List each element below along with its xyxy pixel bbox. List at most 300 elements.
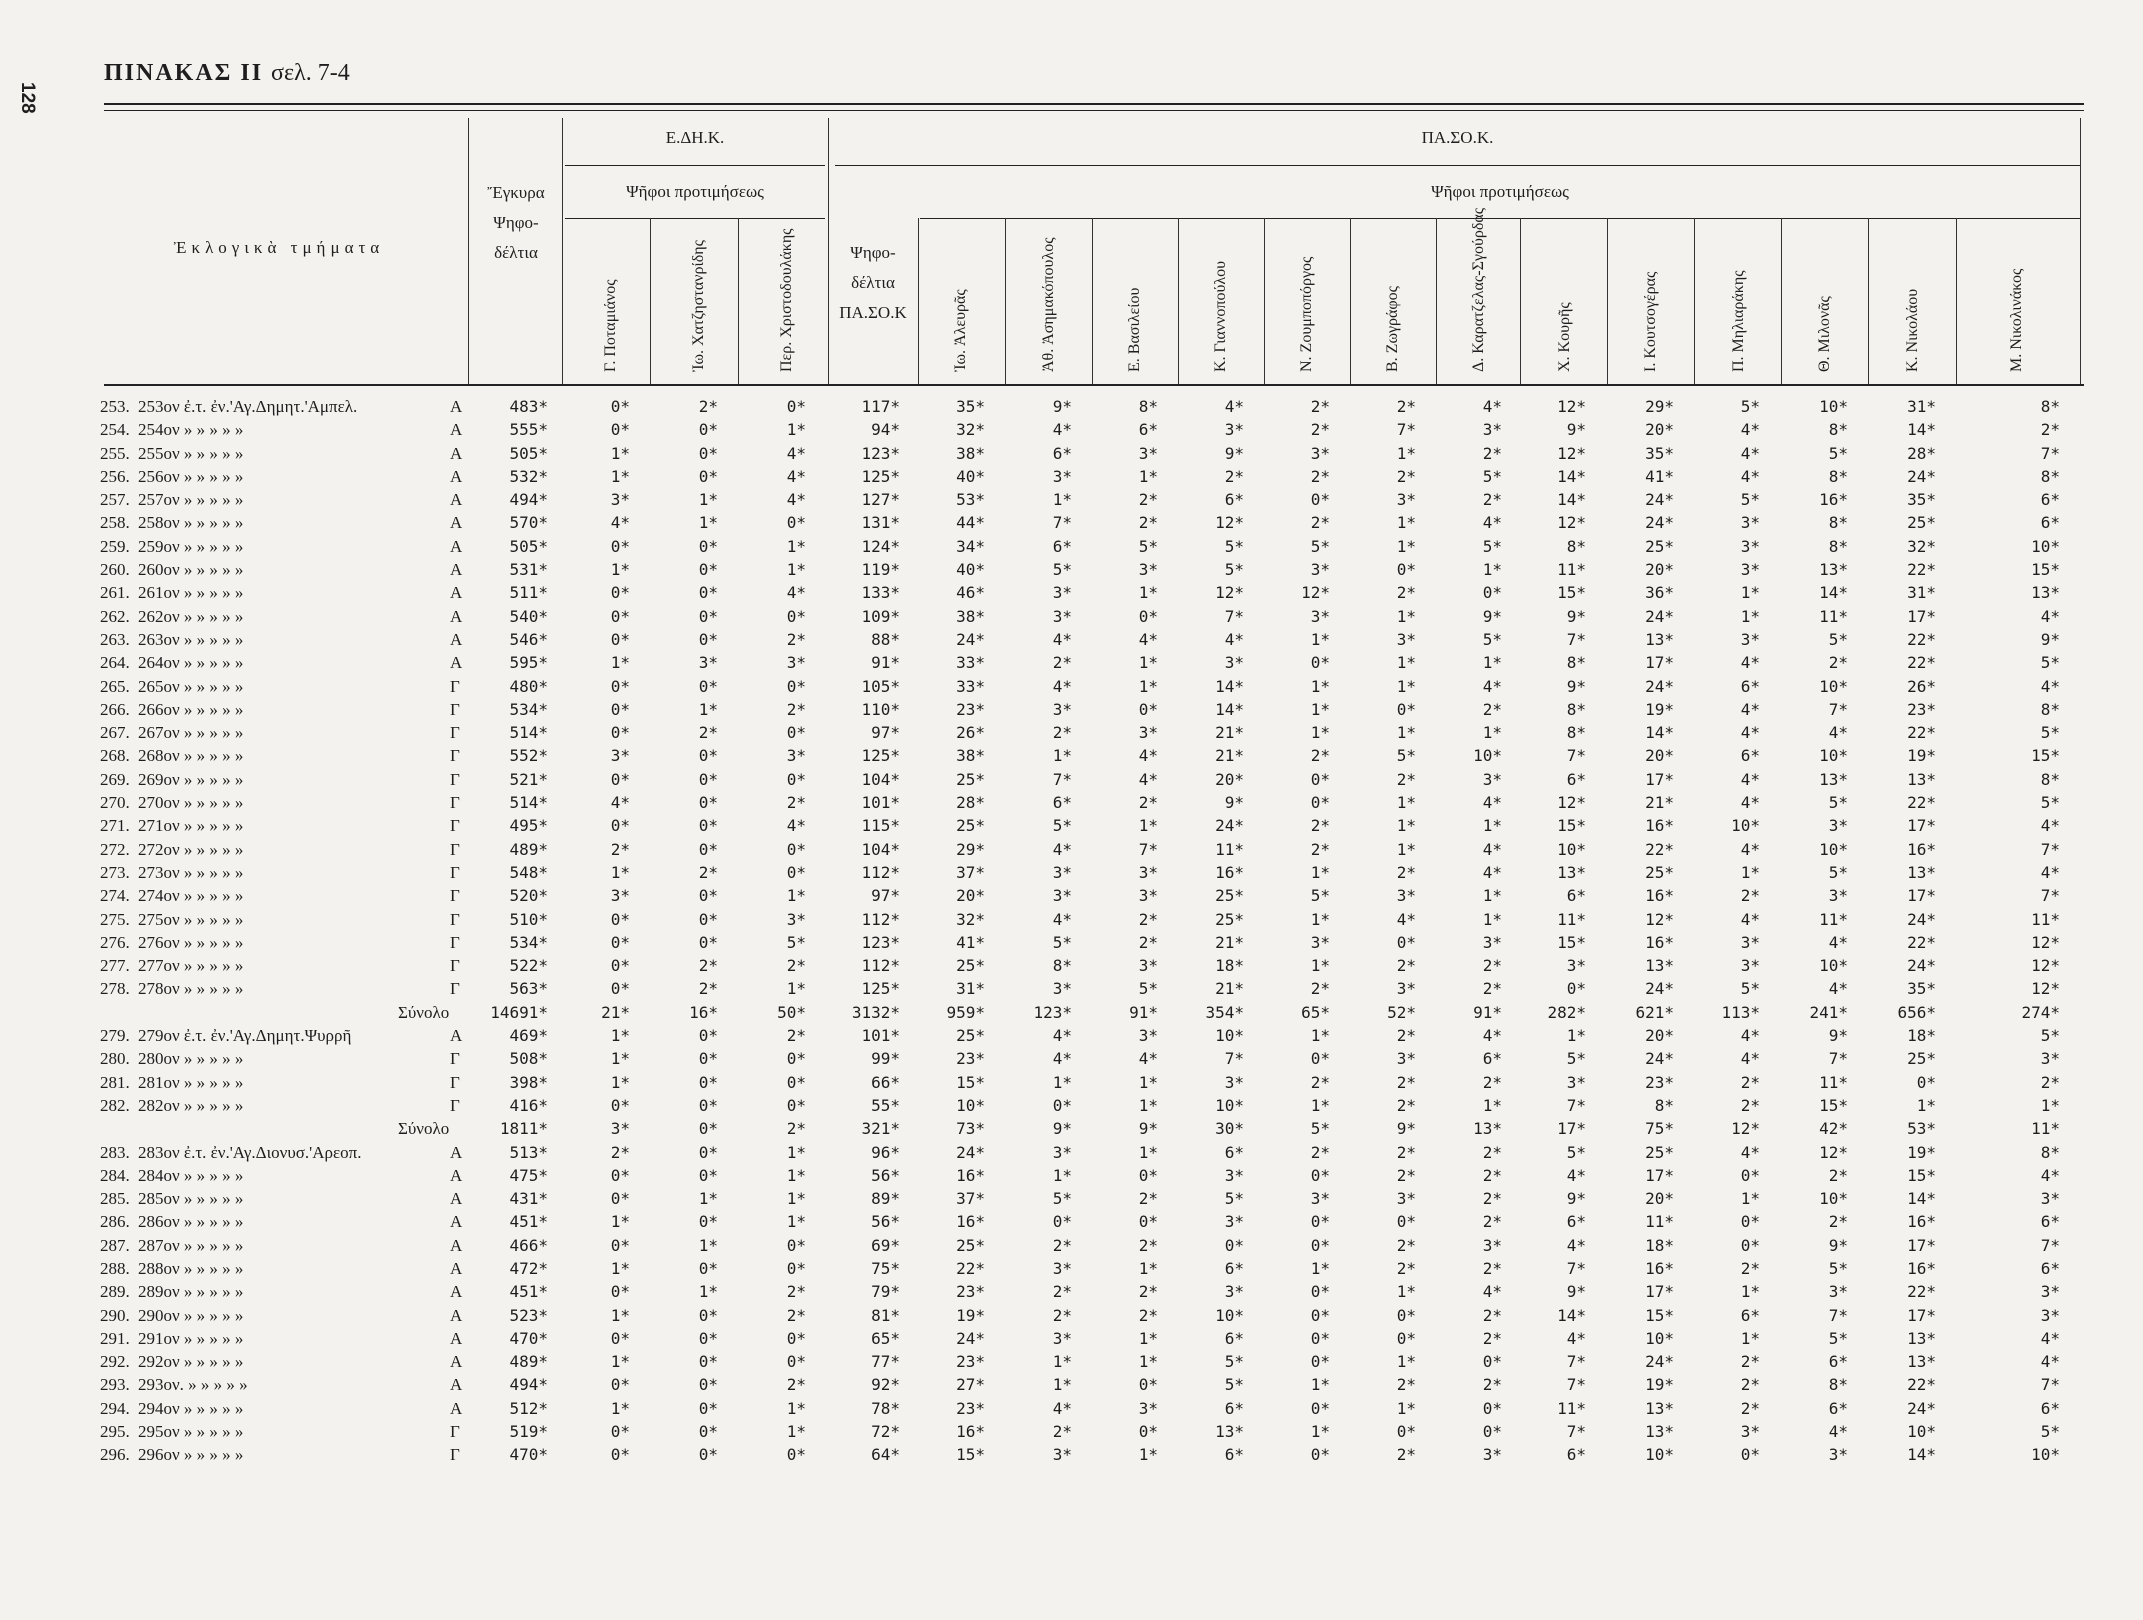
vote-cell: 4* bbox=[1396, 909, 1416, 929]
valid-ballots-cell: 469* bbox=[509, 1026, 548, 1046]
vote-cell: 1* bbox=[1138, 1142, 1158, 1162]
table-row bbox=[0, 1375, 2143, 1398]
vote-cell: 24* bbox=[1907, 909, 1936, 929]
valid-ballots-cell: 548* bbox=[509, 862, 548, 882]
vote-cell: 10* bbox=[1215, 1026, 1244, 1046]
vote-cell: 1* bbox=[610, 862, 630, 882]
vote-cell: 0* bbox=[698, 1445, 718, 1465]
vote-cell: 9* bbox=[1396, 1119, 1416, 1139]
vote-cell: 3* bbox=[1740, 513, 1760, 533]
vote-cell: 2* bbox=[1138, 490, 1158, 510]
table-row bbox=[0, 1189, 2143, 1212]
vote-cell: 5* bbox=[1310, 1119, 1330, 1139]
vote-cell: 7* bbox=[1566, 746, 1586, 766]
vote-cell: 0* bbox=[1310, 769, 1330, 789]
vote-cell: 3* bbox=[1052, 1445, 1072, 1465]
vote-cell: 4* bbox=[1482, 1282, 1502, 1302]
vote-cell: 4* bbox=[1138, 629, 1158, 649]
vote-cell: 1* bbox=[2040, 1095, 2060, 1115]
row-number: 254. bbox=[100, 420, 130, 440]
vote-cell: 2* bbox=[786, 956, 806, 976]
vote-cell: 0* bbox=[610, 536, 630, 556]
vote-cell: 77* bbox=[871, 1352, 900, 1372]
vote-cell: 2* bbox=[1310, 1142, 1330, 1162]
vote-cell: 0* bbox=[610, 769, 630, 789]
col-divider bbox=[1607, 218, 1608, 384]
valid-ballots-cell: 512* bbox=[509, 1398, 548, 1418]
vote-cell: 15* bbox=[956, 1445, 985, 1465]
rule-edik bbox=[565, 165, 825, 166]
vote-cell: 4* bbox=[1138, 769, 1158, 789]
vote-cell: 0* bbox=[1310, 1328, 1330, 1348]
vote-cell: 2* bbox=[1310, 979, 1330, 999]
row-number: 280. bbox=[100, 1049, 130, 1069]
vote-cell: 25* bbox=[956, 1026, 985, 1046]
candidate-header: Γ. Ποταμιάνος bbox=[602, 279, 619, 372]
vote-cell: 12* bbox=[1557, 397, 1586, 416]
vote-cell: 2* bbox=[1052, 1305, 1072, 1325]
col-divider bbox=[650, 218, 651, 384]
vote-cell: 101* bbox=[861, 1026, 900, 1046]
valid-ballots-cell: 1811* bbox=[499, 1119, 548, 1139]
vote-cell: 14* bbox=[1215, 699, 1244, 719]
section-label: 264ον » » » » » bbox=[138, 653, 244, 673]
vote-cell: 3* bbox=[1224, 1165, 1244, 1185]
row-number: 274. bbox=[100, 886, 130, 906]
vote-cell: 0* bbox=[698, 466, 718, 486]
vote-cell: 1* bbox=[1310, 956, 1330, 976]
valid-ballots-cell: 494* bbox=[509, 1375, 548, 1395]
vote-cell: 3* bbox=[1828, 816, 1848, 836]
vote-cell: 15* bbox=[1907, 1165, 1936, 1185]
district-code: Α bbox=[450, 1165, 463, 1185]
table-row bbox=[0, 1282, 2143, 1305]
vote-cell: 92* bbox=[871, 1375, 900, 1395]
vote-cell: 25* bbox=[956, 816, 985, 836]
table-row bbox=[0, 863, 2143, 886]
vote-cell: 6* bbox=[1740, 676, 1760, 696]
vote-cell: 0* bbox=[698, 839, 718, 859]
vote-cell: 5* bbox=[1482, 536, 1502, 556]
vote-cell: 3* bbox=[1740, 1422, 1760, 1442]
section-label: 265ον » » » » » bbox=[138, 676, 244, 696]
vote-cell: 1* bbox=[1482, 723, 1502, 743]
vote-cell: 0* bbox=[698, 1026, 718, 1046]
vote-cell: 0* bbox=[698, 746, 718, 766]
vote-cell: 4* bbox=[1482, 676, 1502, 696]
vote-cell: 2* bbox=[1224, 466, 1244, 486]
vote-cell: 2* bbox=[1482, 1375, 1502, 1395]
vote-cell: 41* bbox=[1645, 466, 1674, 486]
vote-cell: 3* bbox=[1740, 956, 1760, 976]
rule-header-bottom bbox=[104, 384, 2084, 386]
vote-cell: 0* bbox=[1310, 1305, 1330, 1325]
vote-cell: 6* bbox=[1224, 490, 1244, 510]
vote-cell: 23* bbox=[1907, 699, 1936, 719]
vote-cell: 5* bbox=[1828, 1328, 1848, 1348]
vote-cell: 1* bbox=[1396, 723, 1416, 743]
vote-cell: 0* bbox=[1052, 1212, 1072, 1232]
vote-cell: 2* bbox=[1396, 769, 1416, 789]
district-code: Α bbox=[450, 1375, 463, 1395]
vote-cell: 24* bbox=[1645, 1352, 1674, 1372]
vote-cell: 24* bbox=[1907, 956, 1936, 976]
vote-cell: 4* bbox=[2040, 1328, 2060, 1348]
candidate-header: Ἰω. Χατζηστανρίδης bbox=[690, 240, 707, 372]
vote-cell: 9* bbox=[1828, 1235, 1848, 1255]
vote-cell: 3* bbox=[1052, 1142, 1072, 1162]
vote-cell: 11* bbox=[1557, 560, 1586, 580]
vote-cell: 4* bbox=[1482, 839, 1502, 859]
vote-cell: 6* bbox=[1828, 1352, 1848, 1372]
vote-cell: 4* bbox=[1482, 397, 1502, 416]
vote-cell: 0* bbox=[1310, 1398, 1330, 1418]
vote-cell: 2* bbox=[610, 1142, 630, 1162]
district-code: Α bbox=[450, 629, 463, 649]
vote-cell: 13* bbox=[1473, 1119, 1502, 1139]
vote-cell: 125* bbox=[861, 746, 900, 766]
vote-cell: 22* bbox=[1645, 839, 1674, 859]
vote-cell: 0* bbox=[1138, 1165, 1158, 1185]
valid-ballots-cell: 514* bbox=[509, 723, 548, 743]
vote-cell: 6* bbox=[2040, 1212, 2060, 1232]
district-code: Γ bbox=[450, 699, 460, 719]
vote-cell: 9* bbox=[1566, 420, 1586, 440]
district-code: Α bbox=[450, 513, 463, 533]
vote-cell: 2* bbox=[786, 629, 806, 649]
vote-cell: 34* bbox=[956, 536, 985, 556]
vote-cell: 5* bbox=[1828, 443, 1848, 463]
vote-cell: 4* bbox=[1740, 769, 1760, 789]
vote-cell: 0* bbox=[1138, 1212, 1158, 1232]
row-number: 270. bbox=[100, 793, 130, 813]
row-number: 285. bbox=[100, 1189, 130, 1209]
valid-ballots-cell: 483* bbox=[509, 397, 548, 416]
vote-cell: 11* bbox=[1819, 909, 1848, 929]
vote-cell: 2* bbox=[1740, 1398, 1760, 1418]
vote-cell: 96* bbox=[871, 1142, 900, 1162]
vote-cell: 24* bbox=[1215, 816, 1244, 836]
vote-cell: 0* bbox=[1482, 1422, 1502, 1442]
vote-cell: 38* bbox=[956, 606, 985, 626]
valid-ballots-cell: 540* bbox=[509, 606, 548, 626]
vote-cell: 3* bbox=[1138, 443, 1158, 463]
subtotal-row bbox=[0, 1003, 2143, 1026]
vote-cell: 2* bbox=[1482, 1142, 1502, 1162]
vote-cell: 1* bbox=[610, 1049, 630, 1069]
vote-cell: 1* bbox=[1138, 653, 1158, 673]
subtotal-label: Σύνολο bbox=[398, 1119, 450, 1139]
vote-cell: 3* bbox=[786, 653, 806, 673]
row-number: 265. bbox=[100, 676, 130, 696]
vote-cell: 5* bbox=[1740, 490, 1760, 510]
section-label: 255ον » » » » » bbox=[138, 443, 244, 463]
vote-cell: 81* bbox=[871, 1305, 900, 1325]
col-divider bbox=[2080, 118, 2081, 384]
vote-cell: 4* bbox=[2040, 676, 2060, 696]
vote-cell: 20* bbox=[1645, 746, 1674, 766]
vote-cell: 4* bbox=[1740, 1142, 1760, 1162]
vote-cell: 2* bbox=[786, 1119, 806, 1139]
vote-cell: 9* bbox=[1566, 606, 1586, 626]
vote-cell: 5* bbox=[1482, 629, 1502, 649]
vote-cell: 0* bbox=[1052, 1095, 1072, 1115]
vote-cell: 4* bbox=[1052, 909, 1072, 929]
vote-cell: 0* bbox=[610, 1328, 630, 1348]
vote-cell: 0* bbox=[786, 1258, 806, 1278]
vote-cell: 0* bbox=[610, 816, 630, 836]
vote-cell: 3* bbox=[2040, 1305, 2060, 1325]
vote-cell: 0* bbox=[1396, 1305, 1416, 1325]
vote-cell: 0* bbox=[610, 956, 630, 976]
vote-cell: 19* bbox=[1645, 699, 1674, 719]
vote-cell: 113* bbox=[1721, 1002, 1760, 1022]
vote-cell: 0* bbox=[1138, 1422, 1158, 1442]
candidate-header: Χ. Κουρῆς bbox=[1556, 302, 1573, 372]
candidate-header: Δ. Καρατζελας-Σγούρδας bbox=[1470, 207, 1487, 372]
vote-cell: 1* bbox=[1310, 1026, 1330, 1046]
section-label: 275ον » » » » » bbox=[138, 909, 244, 929]
vote-cell: 10* bbox=[1645, 1328, 1674, 1348]
vote-cell: 24* bbox=[1645, 606, 1674, 626]
vote-cell: 0* bbox=[786, 1072, 806, 1092]
vote-cell: 2* bbox=[1310, 1072, 1330, 1092]
vote-cell: 0* bbox=[698, 909, 718, 929]
vote-cell: 22* bbox=[1907, 1375, 1936, 1395]
vote-cell: 3* bbox=[610, 886, 630, 906]
vote-cell: 0* bbox=[610, 723, 630, 743]
vote-cell: 3* bbox=[1566, 1072, 1586, 1092]
vote-cell: 32* bbox=[956, 420, 985, 440]
vote-cell: 4* bbox=[1566, 1328, 1586, 1348]
vote-cell: 4* bbox=[610, 513, 630, 533]
vote-cell: 5* bbox=[1828, 629, 1848, 649]
vote-cell: 9* bbox=[1566, 1282, 1586, 1302]
vote-cell: 4* bbox=[1740, 466, 1760, 486]
vote-cell: 5* bbox=[1224, 1189, 1244, 1209]
vote-cell: 3* bbox=[1052, 1328, 1072, 1348]
district-code: Γ bbox=[450, 816, 460, 836]
vote-cell: 5* bbox=[2040, 653, 2060, 673]
vote-cell: 1* bbox=[1482, 886, 1502, 906]
vote-cell: 13* bbox=[1557, 862, 1586, 882]
vote-cell: 12* bbox=[1557, 793, 1586, 813]
vote-cell: 0* bbox=[1138, 606, 1158, 626]
rule-pasok-pref bbox=[920, 218, 2080, 219]
vote-cell: 0* bbox=[1310, 1445, 1330, 1465]
vote-cell: 2* bbox=[1828, 1165, 1848, 1185]
table-row bbox=[0, 560, 2143, 583]
vote-cell: 2* bbox=[1138, 1235, 1158, 1255]
vote-cell: 0* bbox=[786, 397, 806, 416]
vote-cell: 0* bbox=[1740, 1212, 1760, 1232]
district-code: Γ bbox=[450, 723, 460, 743]
valid-ballots-cell: 475* bbox=[509, 1165, 548, 1185]
table-row bbox=[0, 1352, 2143, 1375]
section-label: 268ον » » » » » bbox=[138, 746, 244, 766]
vote-cell: 26* bbox=[1907, 676, 1936, 696]
vote-cell: 10* bbox=[1819, 1189, 1848, 1209]
vote-cell: 1* bbox=[1396, 536, 1416, 556]
row-number: 263. bbox=[100, 629, 130, 649]
vote-cell: 119* bbox=[861, 560, 900, 580]
vote-cell: 11* bbox=[1819, 606, 1848, 626]
row-number: 272. bbox=[100, 839, 130, 859]
vote-cell: 2* bbox=[698, 862, 718, 882]
vote-cell: 0* bbox=[610, 1235, 630, 1255]
vote-cell: 5* bbox=[1828, 1258, 1848, 1278]
vote-cell: 8* bbox=[2040, 466, 2060, 486]
vote-cell: 0* bbox=[698, 1165, 718, 1185]
pasok-header: ΠΑ.ΣΟ.Κ. bbox=[1421, 128, 1494, 147]
vote-cell: 11* bbox=[1645, 1212, 1674, 1232]
vote-cell: 1* bbox=[786, 1422, 806, 1442]
vote-cell: 14* bbox=[1645, 723, 1674, 743]
vote-cell: 2* bbox=[1740, 886, 1760, 906]
table-row bbox=[0, 1306, 2143, 1329]
vote-cell: 3* bbox=[786, 909, 806, 929]
vote-cell: 9* bbox=[1482, 606, 1502, 626]
vote-cell: 5* bbox=[1052, 816, 1072, 836]
col-divider bbox=[1694, 218, 1695, 384]
vote-cell: 22* bbox=[1907, 560, 1936, 580]
vote-cell: 8* bbox=[1828, 420, 1848, 440]
vote-cell: 6* bbox=[1828, 1398, 1848, 1418]
vote-cell: 10* bbox=[1215, 1305, 1244, 1325]
candidate-header: Β. Ζωγράφος bbox=[1384, 286, 1401, 372]
district-code: Γ bbox=[450, 979, 460, 999]
vote-cell: 20* bbox=[1645, 1026, 1674, 1046]
vote-cell: 17* bbox=[1907, 816, 1936, 836]
vote-cell: 1* bbox=[698, 1235, 718, 1255]
vote-cell: 2* bbox=[1396, 1026, 1416, 1046]
vote-cell: 0* bbox=[698, 1398, 718, 1418]
vote-cell: 13* bbox=[1645, 1398, 1674, 1418]
vote-cell: 1* bbox=[610, 1026, 630, 1046]
vote-cell: 9* bbox=[1828, 1026, 1848, 1046]
col-divider bbox=[1005, 218, 1006, 384]
col-divider bbox=[738, 218, 739, 384]
valid-ballots-cell: 520* bbox=[509, 886, 548, 906]
vote-cell: 53* bbox=[1907, 1119, 1936, 1139]
valid-ballots-cell: 494* bbox=[509, 490, 548, 510]
table-row bbox=[0, 956, 2143, 979]
valid-ballots-cell: 489* bbox=[509, 839, 548, 859]
row-number: 261. bbox=[100, 583, 130, 603]
vote-cell: 5* bbox=[2040, 793, 2060, 813]
vote-cell: 38* bbox=[956, 746, 985, 766]
vote-cell: 0* bbox=[610, 979, 630, 999]
vote-cell: 16* bbox=[1645, 816, 1674, 836]
vote-cell: 20* bbox=[1645, 1189, 1674, 1209]
vote-cell: 0* bbox=[1566, 979, 1586, 999]
vote-cell: 0* bbox=[610, 1445, 630, 1465]
district-code: Γ bbox=[450, 746, 460, 766]
vote-cell: 4* bbox=[786, 490, 806, 510]
vote-cell: 16* bbox=[1215, 862, 1244, 882]
vote-cell: 13* bbox=[1215, 1422, 1244, 1442]
vote-cell: 16* bbox=[1907, 1258, 1936, 1278]
section-label: 257ον » » » » » bbox=[138, 490, 244, 510]
vote-cell: 10* bbox=[956, 1095, 985, 1115]
vote-cell: 0* bbox=[786, 513, 806, 533]
vote-cell: 3* bbox=[1138, 862, 1158, 882]
vote-cell: 0* bbox=[698, 1422, 718, 1442]
district-code: Α bbox=[450, 606, 463, 626]
vote-cell: 0* bbox=[698, 676, 718, 696]
section-label: 277ον » » » » » bbox=[138, 956, 244, 976]
vote-cell: 10* bbox=[1557, 839, 1586, 859]
vote-cell: 2* bbox=[1740, 1095, 1760, 1115]
vote-cell: 12* bbox=[2031, 956, 2060, 976]
vote-cell: 4* bbox=[1052, 1049, 1072, 1069]
vote-cell: 3* bbox=[1138, 956, 1158, 976]
vote-cell: 0* bbox=[610, 397, 630, 416]
vote-cell: 17* bbox=[1557, 1119, 1586, 1139]
row-number: 262. bbox=[100, 606, 130, 626]
vote-cell: 9* bbox=[1566, 1189, 1586, 1209]
vote-cell: 4* bbox=[2040, 606, 2060, 626]
valid-ballots-cell: 595* bbox=[509, 653, 548, 673]
vote-cell: 1* bbox=[1396, 1282, 1416, 1302]
vote-cell: 7* bbox=[1566, 1258, 1586, 1278]
vote-cell: 0* bbox=[786, 723, 806, 743]
vote-cell: 110* bbox=[861, 699, 900, 719]
vote-cell: 4* bbox=[786, 583, 806, 603]
district-code: Γ bbox=[450, 1422, 460, 1442]
section-label: 267ον » » » » » bbox=[138, 723, 244, 743]
vote-cell: 4* bbox=[1566, 1165, 1586, 1185]
vote-cell: 0* bbox=[1310, 1165, 1330, 1185]
vote-cell: 0* bbox=[1740, 1165, 1760, 1185]
vote-cell: 117* bbox=[861, 397, 900, 416]
vote-cell: 5* bbox=[1138, 536, 1158, 556]
vote-cell: 0* bbox=[610, 1189, 630, 1209]
vote-cell: 1* bbox=[1138, 1095, 1158, 1115]
vote-cell: 12* bbox=[1819, 1142, 1848, 1162]
vote-cell: 0* bbox=[1396, 560, 1416, 580]
candidate-header: Κ. Γιαννοπούλου bbox=[1212, 260, 1229, 372]
vote-cell: 1* bbox=[786, 1142, 806, 1162]
vote-cell: 1* bbox=[1740, 606, 1760, 626]
table-row bbox=[0, 653, 2143, 676]
vote-cell: 3* bbox=[2040, 1282, 2060, 1302]
row-number: 269. bbox=[100, 769, 130, 789]
vote-cell: 1* bbox=[1566, 1026, 1586, 1046]
valid-ballots-cell: 451* bbox=[509, 1282, 548, 1302]
vote-cell: 3* bbox=[1310, 560, 1330, 580]
vote-cell: 41* bbox=[956, 932, 985, 952]
vote-cell: 6* bbox=[1566, 1212, 1586, 1232]
vote-cell: 4* bbox=[1740, 793, 1760, 813]
vote-cell: 3* bbox=[1828, 886, 1848, 906]
vote-cell: 7* bbox=[1566, 1352, 1586, 1372]
col-divider bbox=[468, 118, 469, 384]
district-code: Γ bbox=[450, 932, 460, 952]
col-divider bbox=[918, 218, 919, 384]
vote-cell: 22* bbox=[1907, 653, 1936, 673]
vote-cell: 22* bbox=[1907, 1282, 1936, 1302]
section-label: 284ον » » » » » bbox=[138, 1165, 244, 1185]
vote-cell: 32* bbox=[1907, 536, 1936, 556]
section-label: 292ον » » » » » bbox=[138, 1352, 244, 1372]
vote-cell: 13* bbox=[1907, 862, 1936, 882]
vote-cell: 18* bbox=[1645, 1235, 1674, 1255]
vote-cell: 3* bbox=[1740, 536, 1760, 556]
vote-cell: 1* bbox=[1310, 699, 1330, 719]
vote-cell: 12* bbox=[1557, 443, 1586, 463]
rule-edik-pref bbox=[565, 218, 825, 219]
